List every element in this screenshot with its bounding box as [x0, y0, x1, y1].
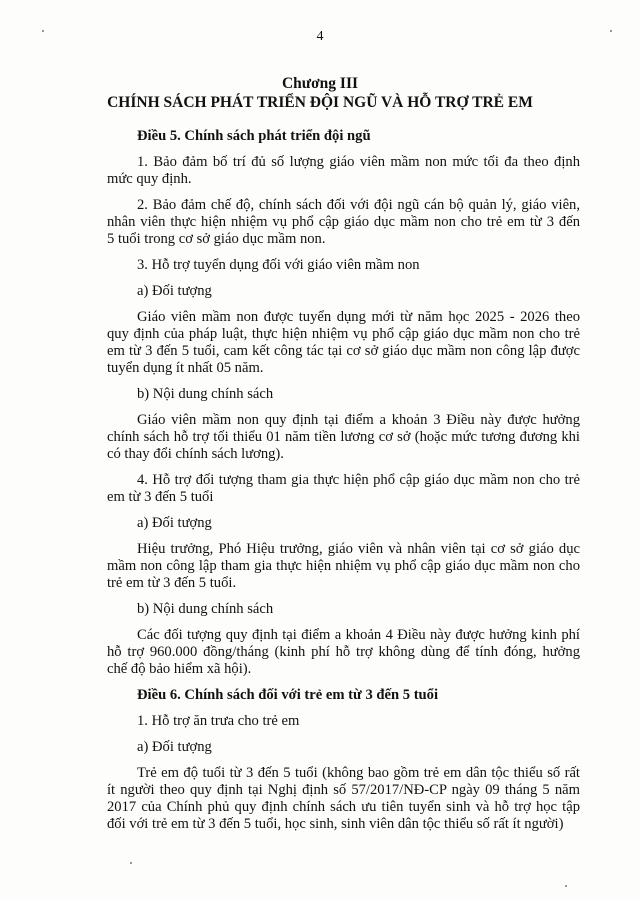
page-number: 4: [316, 29, 324, 44]
chapter-title: Chương III: [281, 75, 359, 92]
scan-speck: [130, 862, 132, 864]
article-heading: Điều 5. Chính sách phát triển đội ngũ: [137, 128, 371, 144]
paragraph-line: trẻ em từ 3 đến 5 tuổi.: [107, 575, 237, 591]
scan-speck: [610, 30, 612, 32]
paragraph-line: ít người theo quy định tại Nghị định số 57/2017/NĐ-CP ngày 09 tháng 5 năm: [107, 782, 580, 798]
paragraph-line: Giáo viên mầm non quy định tại điểm a khoản 3 Điều này được hưởng: [137, 412, 580, 428]
paragraph-line: b) Nội dung chính sách: [137, 386, 274, 402]
article-heading: Điều 6. Chính sách đối với trẻ em từ 3 đến 5 tuổi: [137, 687, 439, 703]
paragraph-line: 4. Hỗ trợ đối tượng tham gia thực hiện phổ cập giáo dục mầm non cho trẻ: [137, 472, 580, 488]
paragraph-line: tuyển dụng ít nhất 05 năm.: [107, 360, 264, 376]
paragraph-line: Giáo viên mầm non được tuyển dụng mới từ năm học 2025 - 2026 theo: [137, 309, 580, 325]
paragraph-line: a) Đối tượng: [137, 739, 212, 755]
paragraph-line: Các đối tượng quy định tại điểm a khoản 4 Điều này được hưởng kinh phí: [137, 627, 580, 643]
paragraph-line: đối với trẻ em từ 3 đến 5 tuổi, học sinh, sinh viên dân tộc thiểu số rất ít người): [107, 816, 564, 832]
paragraph-line: 2. Bảo đảm chế độ, chính sách đối với đội ngũ cán bộ quản lý, giáo viên,: [137, 197, 580, 213]
paragraph-line: 1. Bảo đảm bố trí đủ số lượng giáo viên mầm non mức tối đa theo định: [137, 154, 580, 170]
paragraph-line: chính sách hỗ trợ tối thiểu 01 năm tiền lương cơ sở (hoặc mức tương đương khi: [107, 429, 580, 445]
scan-speck: [565, 885, 567, 887]
paragraph-line: Hiệu trưởng, Phó Hiệu trưởng, giáo viên và nhân viên tại cơ sở giáo dục: [137, 541, 580, 557]
paragraph-line: Trẻ em độ tuổi từ 3 đến 5 tuổi (không bao gồm trẻ em dân tộc thiểu số rất: [137, 765, 580, 781]
paragraph-line: 1. Hỗ trợ ăn trưa cho trẻ em: [137, 713, 300, 729]
paragraph-line: mầm non công lập tham gia thực hiện nhiệm vụ phổ cập giáo dục mầm non cho: [107, 558, 580, 574]
paragraph-line: em từ 3 đến 5 tuổi, cam kết công tác tại cơ sở giáo dục mầm non công lập được: [107, 343, 580, 359]
paragraph-line: em từ 3 đến 5 tuổi: [107, 489, 214, 505]
paragraph-line: 2017 của Chính phủ quy định chính sách ưu tiên tuyển sinh và hỗ trợ học tập: [107, 799, 580, 815]
chapter-subtitle: CHÍNH SÁCH PHÁT TRIỂN ĐỘI NGŨ VÀ HỖ TRỢ TRẺ EM: [107, 94, 533, 111]
paragraph-line: quy định của pháp luật, thực hiện nhiệm vụ phổ cập giáo dục mầm non cho trẻ: [107, 326, 580, 342]
paragraph-line: nhân viên thực hiện nhiệm vụ phổ cập giáo dục mầm non cho trẻ em từ 3 đến: [107, 214, 580, 230]
scan-speck: [42, 30, 44, 32]
paragraph-line: 5 tuổi trong cơ sở giáo dục mầm non.: [107, 231, 326, 247]
paragraph-line: chế độ bảo hiểm xã hội).: [107, 661, 252, 677]
paragraph-line: có thay đổi chính sách lương).: [107, 446, 284, 462]
paragraph-line: b) Nội dung chính sách: [137, 601, 274, 617]
paragraph-line: 3. Hỗ trợ tuyển dụng đối với giáo viên mầm non: [137, 257, 420, 273]
paragraph-line: a) Đối tượng: [137, 515, 212, 531]
paragraph-line: mức quy định.: [107, 171, 192, 187]
paragraph-line: hỗ trợ 960.000 đồng/tháng (kinh phí hỗ trợ không dùng để tính đóng, hưởng: [107, 644, 580, 660]
paragraph-line: a) Đối tượng: [137, 283, 212, 299]
